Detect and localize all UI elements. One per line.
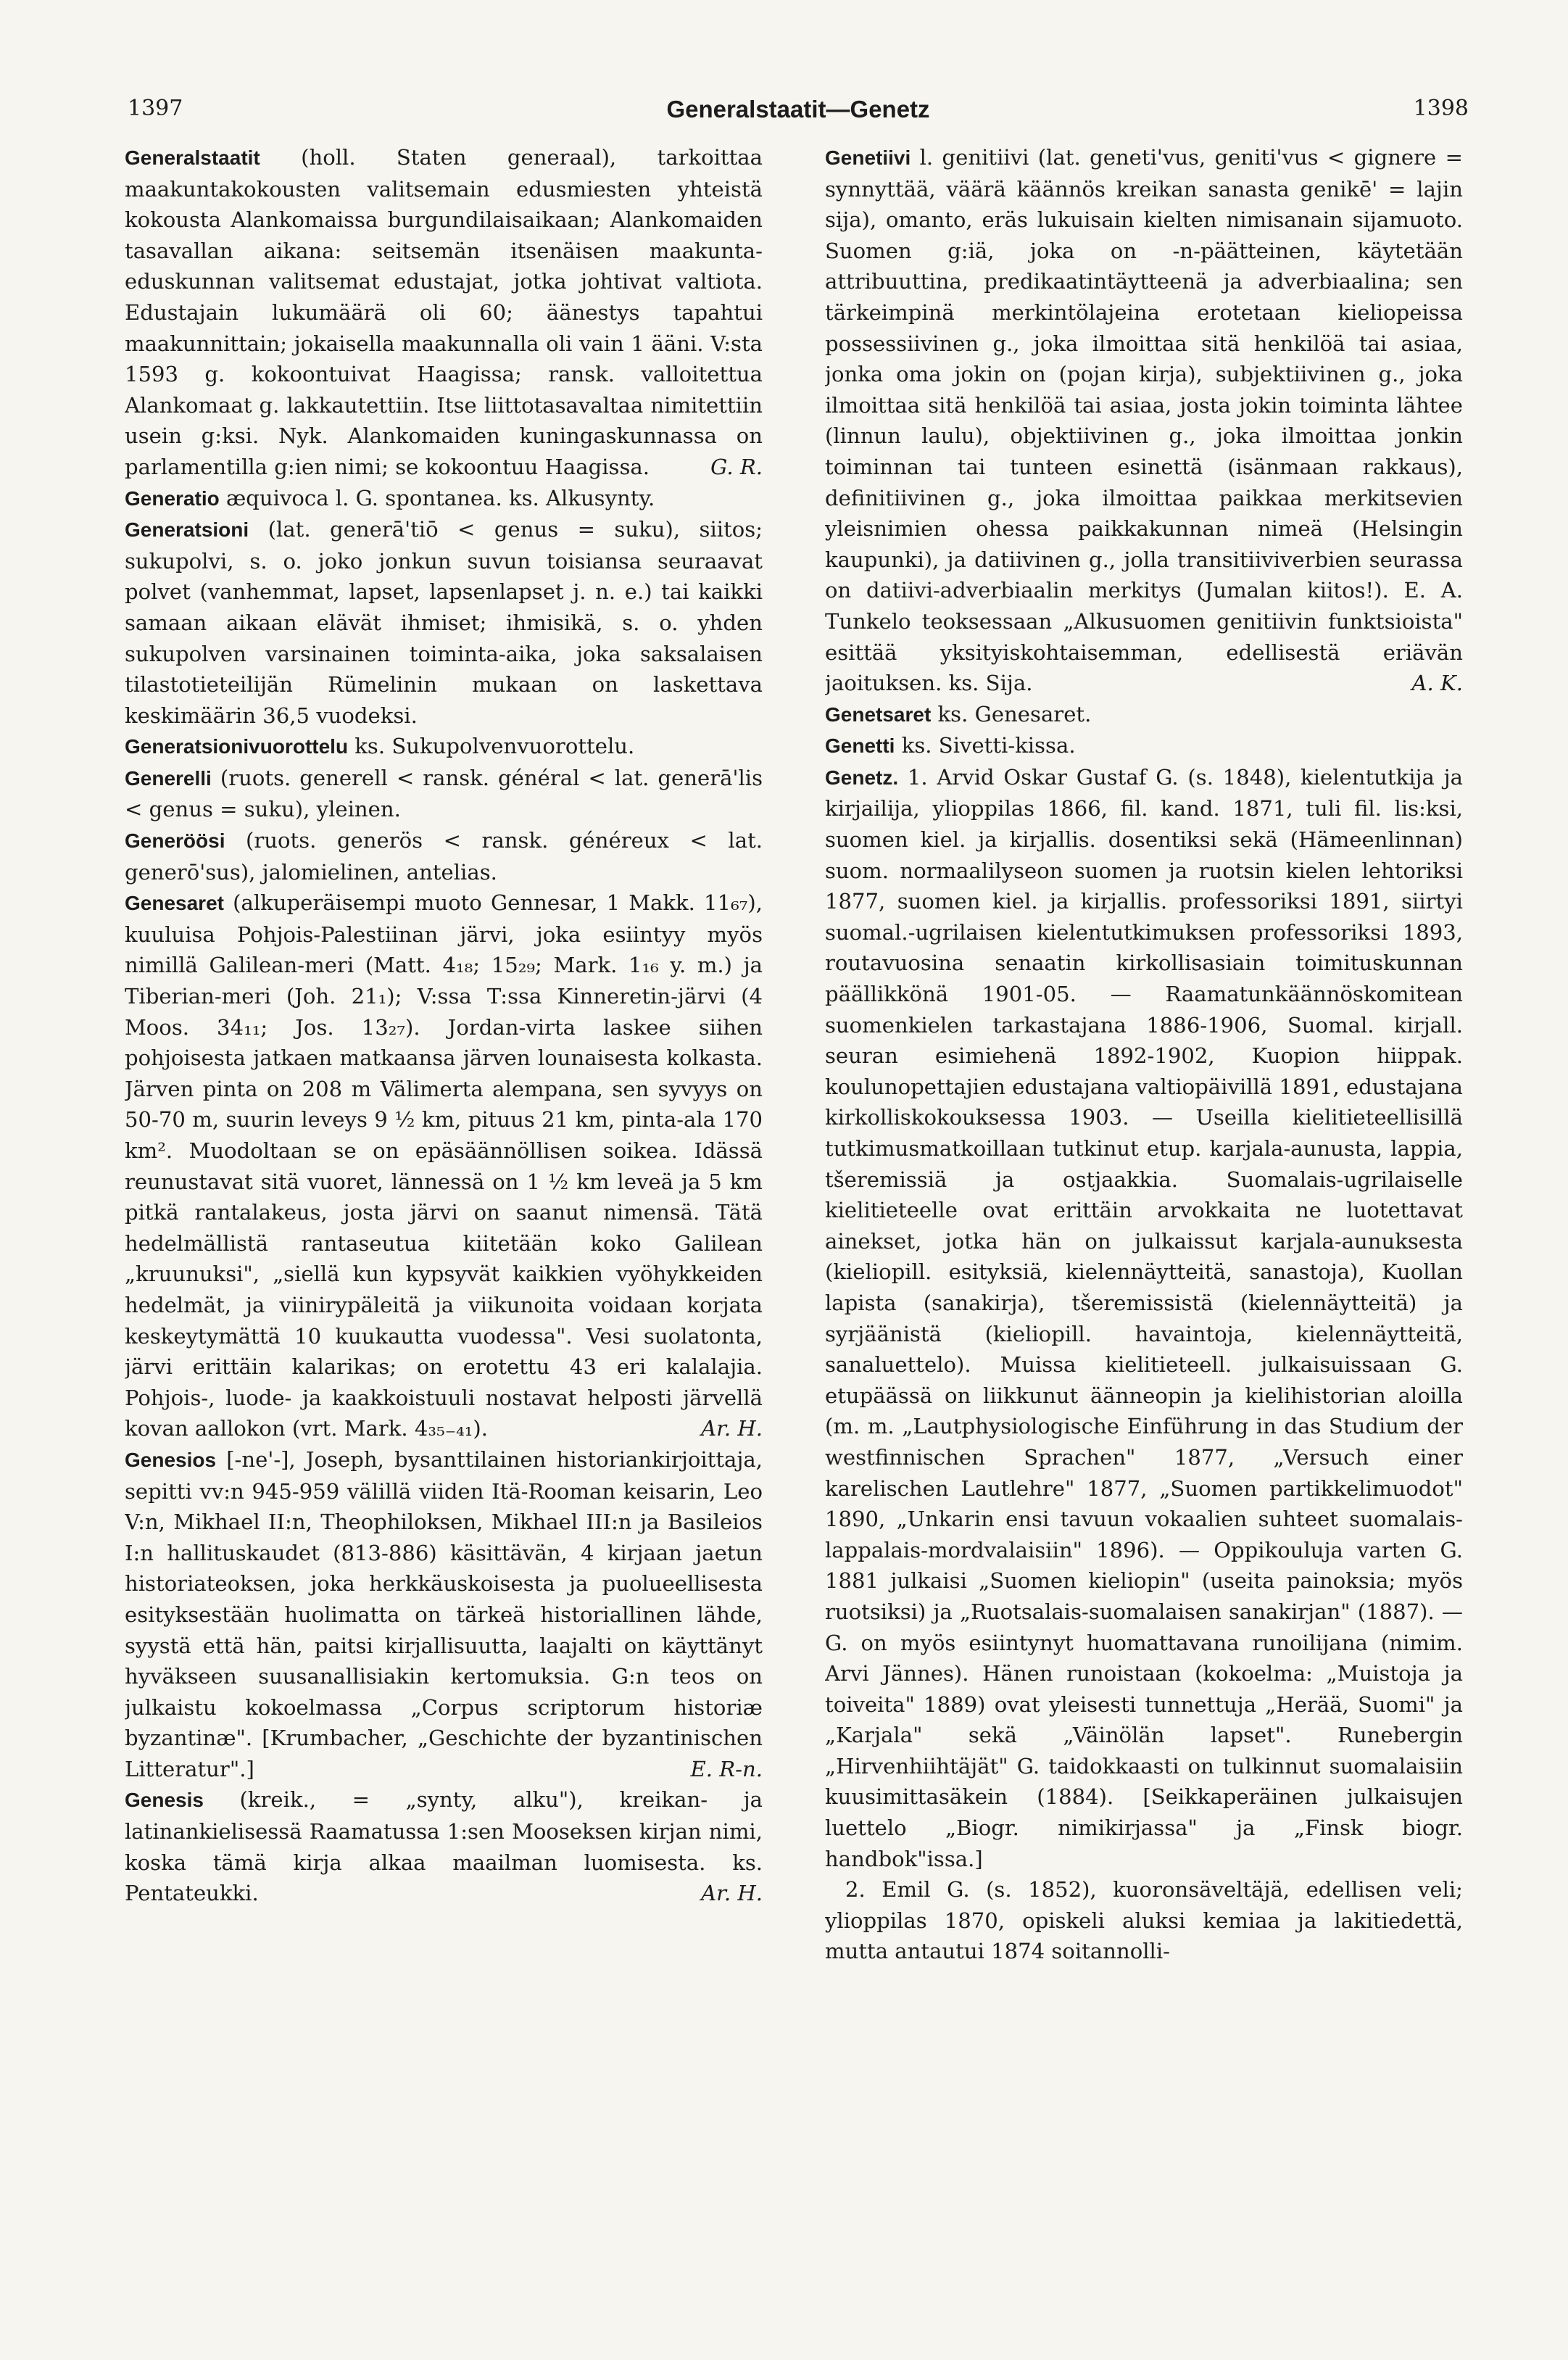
entry-headword: Genetz.	[825, 766, 899, 789]
dictionary-entry	[125, 731, 763, 763]
dictionary-entry	[825, 142, 1463, 699]
entry-text: (holl. Staten generaal), tarkoittaa maakuntakokousten valitsemain edusmiesten yhteistä kokousta Alankomaissa burgundilaisaikaan; Alankomaiden tasavallan aikana: seitsemän itsenäisen maakunta-eduskunnan valitsemat edustajat, jotka johtivat valtiota. Edustajain lukumäärä oli 60; äänestys tapahtui maakunnittain; jokaisella maakunnalla oli vain 1 ääni. V:sta 1593 g. kokoontuivat Haagissa; ransk. valloitettua Alankomaat g. lakkautettiin. Itse liittotasavaltaa nimitettiin usein g:ksi. Nyk. Alankomaiden kuningaskunnassa on parlamentilla g:ien nimi; se kokoontuu Haagissa.	[125, 145, 763, 479]
entry-text: æquivoca l. G. spontanea. ks. Alkusynty.	[225, 485, 655, 510]
dictionary-entry	[825, 1874, 1463, 1967]
entry-signature: Ar. H.	[701, 1416, 763, 1441]
dictionary-entry	[825, 762, 1463, 1874]
entry-text: [-ne'-], Joseph, bysanttilainen historiankirjoittaja, sepitti vv:n 945-959 välillä viiden Itä-Rooman keisarin, Leo V:n, Mikhael II:n, Theophiloksen, Mikhael III:n ja Basileios I:n hallituskaudet (813-886) käsittävän, 4 kirjaan jaetun historiateoksen, joka herkkäuskoisesta ja puolueellisesta esityksestään huolimatta on tärkeä historiallinen lähde, syystä että hän, paitsi kirjallisuutta, laajalti on käyttänyt hyväkseen suusanallisiakin kertomuksia. G:n teos on julkaistu kokoelmassa „Corpus scriptorum historiæ byzantinæ". [Krumbacher, „Geschichte der byzantinischen Litteratur".]	[125, 1446, 763, 1781]
entry-text: 1. Arvid Oskar Gustaf G. (s. 1848), kielentutkija ja kirjailija, ylioppilas 1866, fil. kand. 1871, tuli fil. lis:ksi, suomen kiel. ja kirjallis. dosentiksi sekä (Hämeenlinnan) suom. normaalilyseon suomen ja ruotsin kielen lehtoriksi 1877, suomen kiel. ja kirjallis. professoriksi 1891, siirtyi suomal.-ugrilaisen kielentutkimuksen professoriksi 1893, routavuosina senaatin kirkollisasiain toimituskunnan päällikkönä 1901-05. — Raamatunkäännöskomitean suomenkielen tarkastajana 1886-1906, Suomal. kirjall. seuran esimiehenä 1892-1902, Kuopion hiippak. koulunopettajien edustajana valtiopäivillä 1891, edustajana kirkolliskokouksessa 1903. — Useilla kielitieteellisillä tutkimusmatkoillaan tutkinut etup. karjala-aunusta, lappia, tšeremissiä ja ostjaakkia. Suomalais-ugrilaiselle kielitieteelle ovat erittäin arvokkaita ne luotettavat ainekset, jotka hän on julkaissut karjala-aunuksesta (kieliopill. esityksiä, kielennäytteitä, sanastoja), Kuollan lapista (sanakirja), tšeremissistä (kielennäytteitä) ja syrjäänistä (kieliopill. havaintoja, kielennäytteitä, sanaluettelo). Muissa kielitieteell. julkaisuissaan G. etupäässä on liikkunut äänneopin ja kielihistorian aloilla (m. m. „Lautphysiologische Einführung in das Studium der westfinnischen Sprachen" 1877, „Versuch einer karelischen Lautlehre" 1877, „Suomen partikkelimuodot" 1890, „Unkarin ensi tavuun vokaalien suhteet suomalais-lappalais-mordvalaisiin" 1896). — Oppikouluja varten G. 1881 julkaisi „Suomen kieliopin" (useita painoksia; myös ruotsiksi) ja „Ruotsalais-suomalaisen sanakirjan" (1887). — G. on myös esiintynyt huomattavana runoilijana (nimim. Arvi Jännes). Hänen runoistaan (kokoelma: „Muistoja ja toiveita" 1889) ovat yleisesti tunnettuja „Herää, Suomi" ja „Karjala" sekä „Väinölän lapset". Runebergin „Hirvenhiihtäjät" G. taidokkaasti on tulkinnut suomalaisiin kuusimittasäkein (1884). [Seikkaperäinen julkaisujen luettelo „Biogr. nimikirjassa" ja „Finsk biogr. handbok"issa.]	[825, 764, 1463, 1871]
entry-headword: Generöösi	[125, 829, 225, 853]
entry-headword: Generalstaatit	[125, 146, 260, 169]
left-column	[125, 142, 763, 2324]
dictionary-entry	[125, 1784, 763, 1908]
entry-headword: Genetsaret	[825, 703, 932, 726]
entry-headword: Genesios	[125, 1448, 217, 1471]
entry-text: (ruots. generell < ransk. général < lat. generā'lis < genus = suku), yleinen.	[125, 765, 763, 822]
entry-headword: Genesis	[125, 1789, 204, 1812]
running-head: Generalstaatit—Genetz	[666, 96, 930, 123]
dictionary-entry	[825, 699, 1463, 731]
entry-text: (lat. generā'tiō < genus = suku), siitos; sukupolvi, s. o. joko jonkun suvun toisiansa seuraavat polvet (vanhemmat, lapset, lapsenlapset j. n. e.) tai kaikki samaan aikaan elävät ihmiset; ihmisikä, s. o. yhden sukupolven varsinainen toiminta-aika, joka saksalaisen tilastotieteilijän Rümelinin mukaan on laskettava keskimäärin 36,5 vuodeksi.	[125, 517, 763, 728]
dictionary-entry	[125, 1444, 763, 1785]
page-number-right: 1398	[1413, 96, 1469, 121]
right-column	[825, 142, 1463, 2324]
entry-signature: A. K.	[1411, 671, 1463, 696]
entry-signature: Ar. H.	[701, 1881, 763, 1906]
page-header	[128, 96, 1469, 132]
dictionary-entry	[825, 730, 1463, 762]
dictionary-entry	[125, 887, 763, 1444]
dictionary-entry	[125, 483, 763, 515]
entry-text: 2. Emil G. (s. 1852), kuoronsäveltäjä, edellisen veli; ylioppilas 1870, opiskeli aluksi kemiaa ja lakitiedettä, mutta antautui 1874 soitannolli-	[825, 1877, 1463, 1964]
dictionary-entry	[125, 763, 763, 825]
entry-headword: Generatsioni	[125, 518, 249, 542]
entry-text: ks. Genesaret.	[937, 701, 1092, 726]
entry-text: ks. Sivetti-kissa.	[901, 733, 1076, 758]
entry-headword: Generatsionivuorottelu	[125, 735, 349, 758]
dictionary-entry	[125, 514, 763, 731]
entry-headword: Genetiivi	[825, 146, 911, 169]
entry-signature: G. R.	[710, 454, 763, 479]
dictionary-entry	[125, 142, 763, 483]
dictionary-entry	[125, 825, 763, 887]
entry-signature: E. R-n.	[690, 1756, 763, 1781]
entry-headword: Genetti	[825, 734, 895, 758]
entry-text: l. genitiivi (lat. geneti'vus, geniti'vus < gignere = synnyttää, väärä käännös kreikan sanasta genikē' = lajin sija), omanto, eräs lukuisain kielten nimisanain sijamuoto. Suomen g:iä, joka on -n-päätteinen, käytetään attribuuttina, predikaatintäytteenä ja adverbiaalina; sen tärkeimpinä merkintölajeina erotetaan kieliopeissa possessiivinen g., joka ilmoittaa sitä henkilöä tai asiaa, jonka oma jokin on (pojan kirja), subjektiivinen g., joka ilmoittaa sitä henkilöä tai asiaa, josta jokin toiminta lähtee (linnun laulu), objektiivinen g., joka ilmoittaa jonkin toiminnan tai tunteen esinettä (isänmaan rakkaus), definitiivinen g., joka ilmoittaa paikkaa merkitsevien yleisnimien ohessa paikkakunnan nimeä (Helsingin kaupunki), ja datiivinen g., jolla transitiiviverbien seurassa on datiivi-adverbiaalin merkitys (Jumalan kiitos!). E. A. Tunkelo teoksessaan „Alkusuomen genitiivin funktsioista" esittää yksityiskohtaisemman, edellisestä eriävän jaoituksen. ks. Sija.	[825, 145, 1463, 696]
entry-headword: Genesaret	[125, 892, 224, 915]
entry-text: (ruots. generös < ransk. généreux < lat. generō'sus), jalomielinen, antelias.	[125, 828, 763, 885]
entry-headword: Generatio	[125, 487, 220, 510]
page-number-left: 1397	[128, 96, 183, 121]
entry-text: (alkuperäisempi muoto Gennesar, 1 Makk. 11₆₇), kuuluisa Pohjois-Palestiinan järvi, joka esiintyy myös nimillä Galilean-meri (Matt. 4₁₈; 15₂₉; Mark. 1₁₆ y. m.) ja Tiberian-meri (Joh. 21₁); V:ssa T:ssa Kinneretin-järvi (4 Moos. 34₁₁; Jos. 13₂₇). Jordan-virta laskee siihen pohjoisesta jatkaen matkaansa järven lounaisesta kolkasta. Järven pinta on 208 m Välimerta alempana, sen syvyys on 50-70 m, suurin leveys 9 ½ km, pituus 21 km, pinta-ala 170 km². Muodoltaan se on epäsäännöllisen soikea. Idässä reunustavat sitä vuoret, lännessä on 1 ½ km leveä ja 5 km pitkä rantalakeus, josta järvi on saanut nimensä. Tätä hedelmällistä rantaseutua kiitetään koko Galilean „kruunuksi", „siellä kun kypsyvät kaikkien vyöhykkeiden hedelmät, ja viinirypäleitä ja viikunoita voidaan korjata keskeytymättä 10 kuukautta vuodessa". Vesi suolatonta, järvi erittäin kalarikas; on erotettu 43 eri kalalajia. Pohjois-, luode- ja kaakkoistuuli nostavat helposti järvellä kovan aallokon (vrt. Mark. 4₃₅₋₄₁).	[125, 890, 763, 1441]
entry-text: (kreik., = „synty, alku"), kreikan- ja latinankielisessä Raamatussa 1:sen Mooseksen kirjan nimi, koska tämä kirja alkaa maailman luomisesta. ks. Pentateukki.	[125, 1787, 763, 1906]
entry-text: ks. Sukupolvenvuorottelu.	[354, 734, 635, 759]
entry-headword: Generelli	[125, 766, 212, 790]
